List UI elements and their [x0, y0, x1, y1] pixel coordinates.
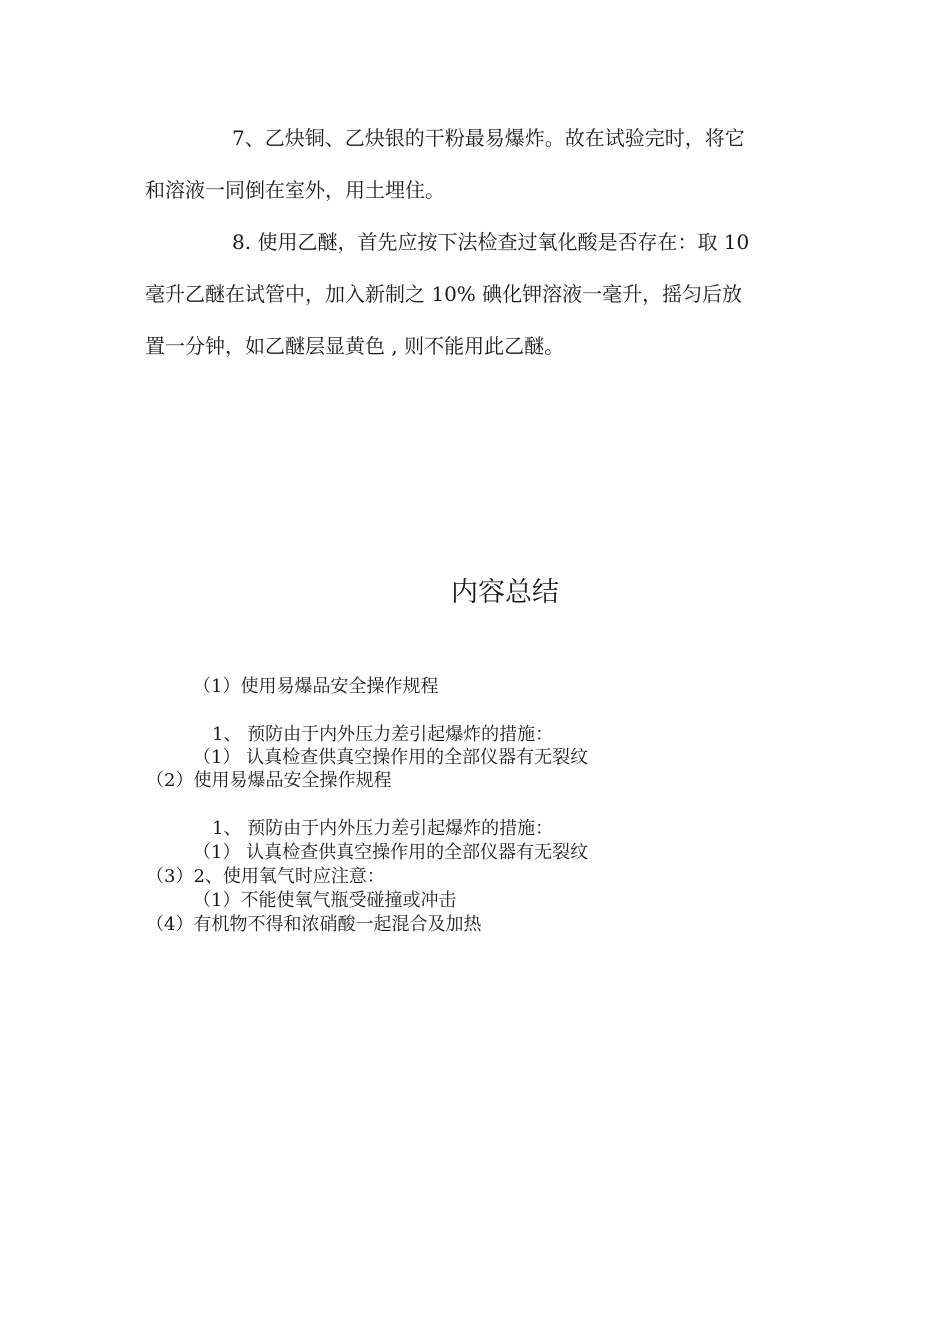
- summary-line-6: （1） 认真检查供真空操作用的全部仪器有无裂纹: [193, 842, 589, 863]
- summary-title: 内容总结: [451, 577, 559, 608]
- paragraph-7-line-1: 7、乙炔铜、乙炔银的干粉最易爆炸。故在试验完时，将它: [232, 126, 745, 150]
- paragraph-7-line-2: 和溶液一同倒在室外，用土埋住。: [145, 178, 445, 202]
- summary-line-9: （4）有机物不得和浓硝酸一起混合及加热: [146, 914, 482, 935]
- summary-line-5: 1、 预防由于内外压力差引起爆炸的措施：: [212, 818, 554, 839]
- paragraph-8-line-3: 置一分钟，如乙醚层显黄色 , 则不能用此乙醚。: [145, 334, 565, 358]
- summary-line-1: （1）使用易爆品安全操作规程: [193, 676, 439, 697]
- paragraph-8-line-1: 8. 使用乙醚，首先应按下法检查过氧化酸是否存在：取 10: [232, 230, 750, 254]
- summary-line-4: （2）使用易爆品安全操作规程: [146, 770, 392, 791]
- summary-line-7: （3）2、使用氧气时应注意：: [146, 866, 385, 887]
- summary-line-8: （1）不能使氧气瓶受碰撞或冲击: [193, 890, 457, 911]
- summary-line-2: 1、 预防由于内外压力差引起爆炸的措施：: [212, 724, 554, 745]
- summary-line-3: （1） 认真检查供真空操作用的全部仪器有无裂纹: [193, 747, 589, 768]
- paragraph-8-line-2: 毫升乙醚在试管中，加入新制之 10% 碘化钾溶液一毫升，摇匀后放: [145, 282, 743, 306]
